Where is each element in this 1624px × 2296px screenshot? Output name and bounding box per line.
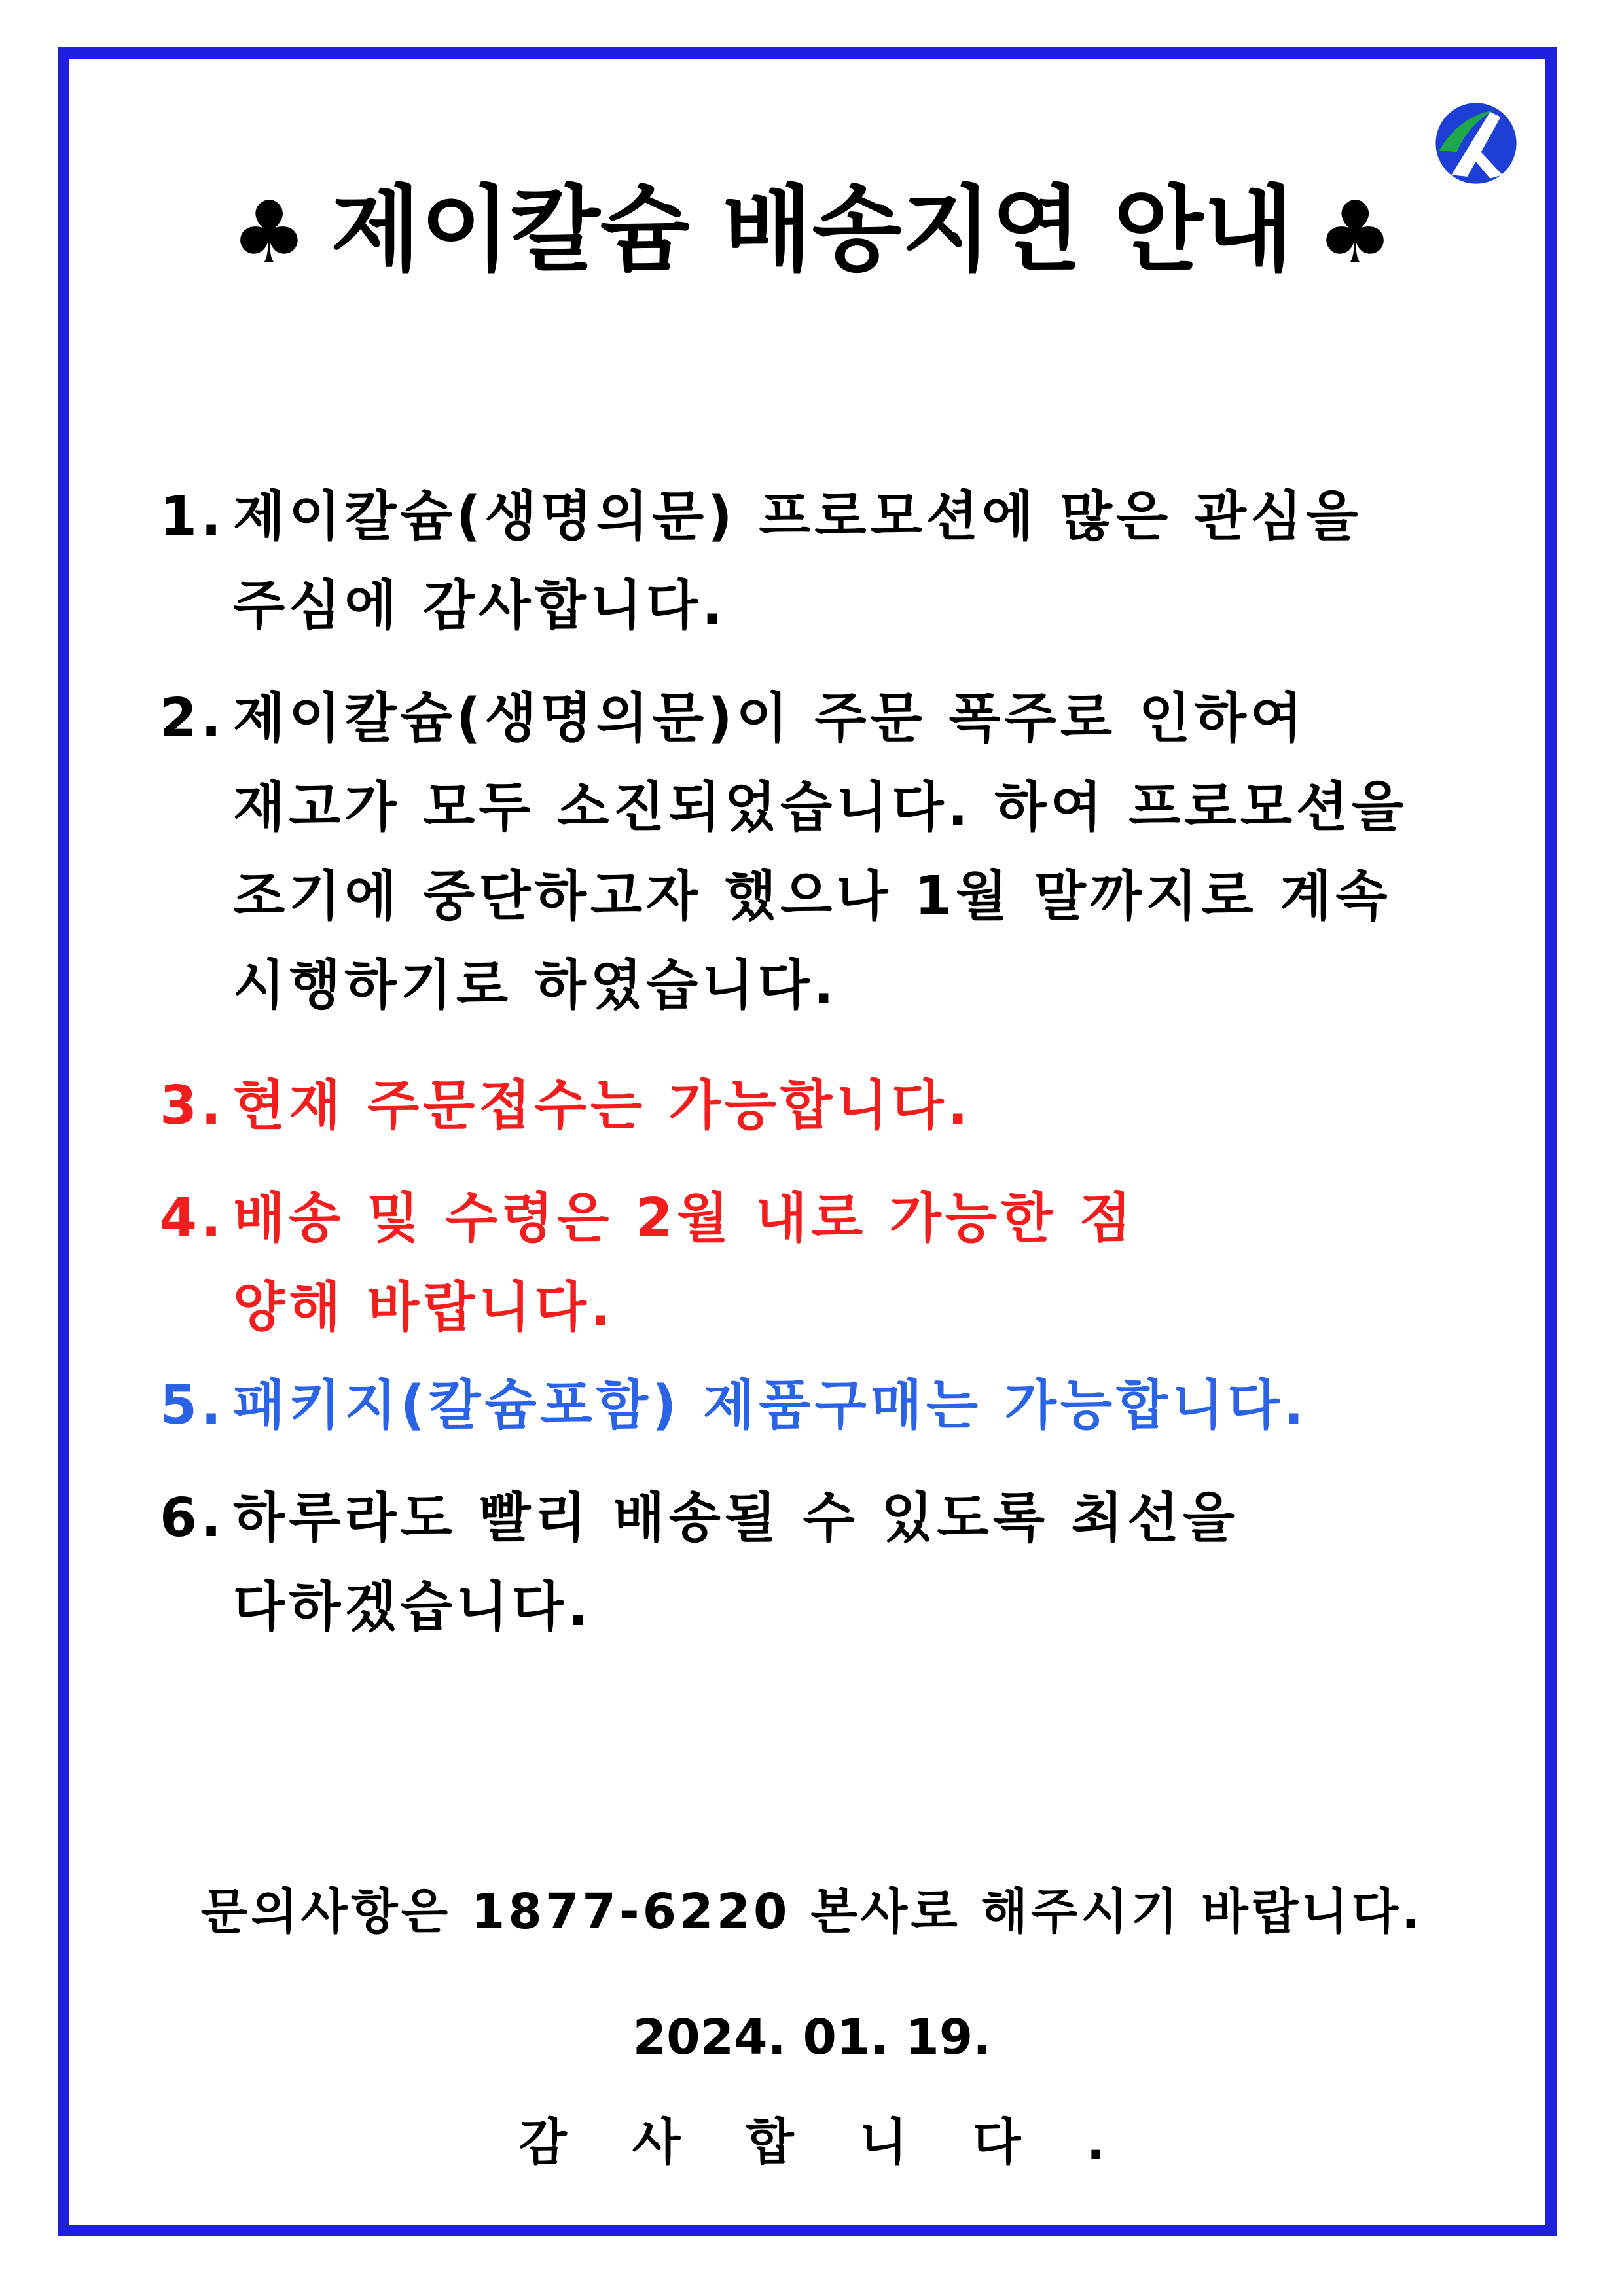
item-line: 제이칼슘(생명의문) 프로모션에 많은 관심을: [233, 486, 1362, 548]
notice-item-5: [160, 1361, 1308, 1450]
notice-item-4: [160, 1174, 1135, 1352]
item-line: 양해 바랍니다.: [233, 1276, 615, 1338]
item-line: 현재 주문접수는 가능합니다.: [233, 1075, 972, 1137]
item-line: 재고가 모두 소진되었습니다. 하여 프로모션을: [233, 776, 1408, 838]
item-number: 4.: [160, 1187, 226, 1249]
item-number: 5.: [160, 1374, 226, 1437]
item-line: 조기에 중단하고자 했으나 1월 말까지로 계속: [233, 865, 1392, 927]
contact-info: 문의사항은 1877-6220 본사로 해주시기 바랍니다.: [200, 1884, 1424, 1940]
item-line: 다하겠습니다.: [233, 1576, 592, 1638]
item-number: 1.: [160, 486, 226, 548]
page-title: [0, 171, 1624, 291]
item-line: 제이칼슘(생명의문)이 주문 폭주로 인하여: [233, 687, 1307, 749]
item-line: 주심에 감사합니다.: [233, 575, 727, 637]
closing-thanks: 감사합니다.: [518, 2113, 1171, 2171]
notice-item-3: [160, 1062, 972, 1151]
club-right-icon: ♣: [1316, 183, 1394, 282]
item-number: 2.: [160, 687, 226, 749]
notice-date: 2024. 01. 19.: [632, 2009, 992, 2066]
item-line: 하루라도 빨리 배송될 수 있도록 최선을: [233, 1487, 1239, 1549]
item-line: 패키지(칼슘포함) 제품구매는 가능합니다.: [233, 1374, 1308, 1437]
club-left-icon: ♣: [230, 183, 308, 282]
item-number: 3.: [160, 1075, 226, 1137]
notice-item-6: [160, 1474, 1238, 1652]
notice-item-1: [160, 473, 1362, 651]
item-line: 배송 및 수령은 2월 내로 가능한 점: [233, 1187, 1136, 1249]
item-number: 6.: [160, 1487, 226, 1549]
notice-item-2: [160, 674, 1407, 1030]
item-line: 시행하기로 하였습니다.: [233, 954, 838, 1016]
title-text: 제이칼슘 배송지연 안내: [331, 176, 1293, 284]
